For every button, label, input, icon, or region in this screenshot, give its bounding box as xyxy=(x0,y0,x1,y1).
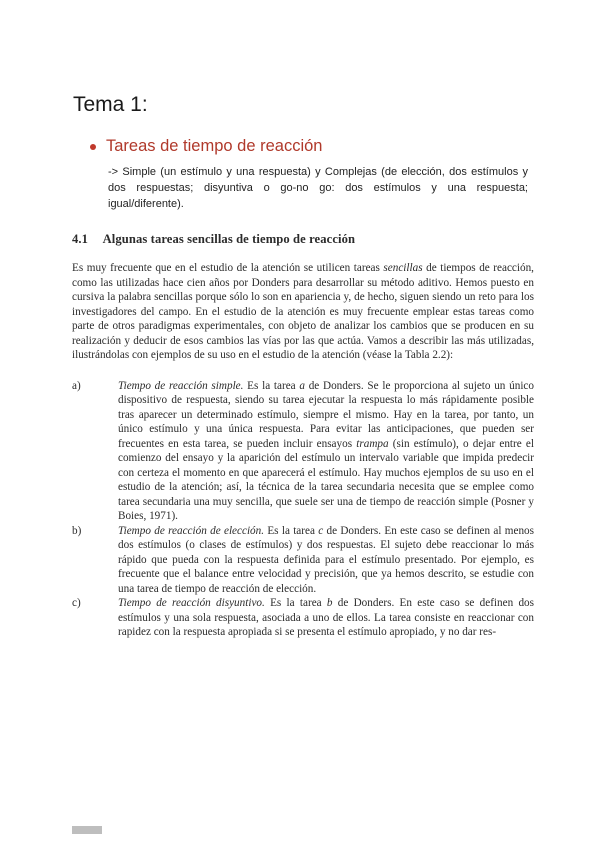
item-text: de Donders. Se le proporciona al sujeto un único dispositivo de respuesta, siendo su tarea ejecutar la respuesta lo más rápidamente posible tras aparecer un determinado estímulo, siempre el mismo. Hay en la tarea, por tanto, un único estímulo y una única respuesta. Para evitar las anticipaciones, que pueden ser frecuentes en esta tarea, se pueden incluir ensayos xyxy=(118,379,534,450)
list-item xyxy=(72,379,542,524)
section-heading xyxy=(72,232,542,247)
item-letter: c xyxy=(318,524,324,537)
item-text: de Donders. En este caso se definen al menos dos estímulos (o clases de estímulos) y dos respuestas. El sujeto debe reaccionar lo más rápido que pueda con la respuesta definida para el estímulo presentado. Por ejemplo, es frecuente que el balance entre velocidad y precisión, que ya hemos descrito, se estudie con una tarea de tiempo de reacción de elección. xyxy=(118,524,534,595)
item-body xyxy=(118,596,534,640)
item-emphasis: trampa xyxy=(356,437,389,450)
item-label: c) xyxy=(72,597,81,609)
item-body xyxy=(118,379,534,524)
scanned-book-page xyxy=(72,232,542,848)
list-item xyxy=(72,596,542,640)
item-text: Es la tarea xyxy=(264,597,327,609)
item-text: Es la tarea xyxy=(264,524,319,537)
item-term: Tiempo de reacción simple. xyxy=(118,379,244,392)
intro-paragraph xyxy=(72,261,534,363)
item-term: Tiempo de reacción de elección. xyxy=(118,524,265,537)
section-number: 4.1 xyxy=(72,232,89,246)
page-title: Tema 1: xyxy=(73,93,148,116)
task-list xyxy=(72,379,542,640)
item-text: de Donders. En este caso se definen dos estímulos y una sola respuesta, asociada a uno de ellos. La tarea consiste en reaccionar con rapidez con la respuesta apropiada si se presenta el estímulo apropiado, y no dar res- xyxy=(118,597,534,638)
item-body xyxy=(118,524,534,597)
item-text: (sin estímulo), o dejar entre el comienzo del ensayo y la aparición del estímulo un intervalo variable que impida predecir con certeza el momento en que aparecerá el estímulo. Hay muchos ejemplos de su uso en el estudio de la atención; así, la técnica de la tarea secundaria necesita que se emplee como tarea secundaria una muy sencilla, que suele ser una de tiempo de reacción simple (Posner y Boies, 1971). xyxy=(118,437,534,522)
list-item xyxy=(72,524,542,597)
item-term: Tiempo de reacción disyuntivo. xyxy=(118,597,265,609)
item-label: a) xyxy=(72,379,81,392)
scan-artifact xyxy=(72,826,102,834)
intro-part2: de tiempos de reacción, como las utilizadas hace cien años por Donders para desarrollar su método aditivo. Hemos puesto en cursiva la palabra sencillas porque sólo lo son en apariencia y, de hecho, siguen siendo un reto para los investigadores del campo. En el estudio de la atención es muy frecuente emplear estas tareas como parte de otros paradigmas experimentales, con objeto de analizar los cambios que se producen en su realización y deducir de esos cambios las vías por las que actúa. Vamos a describir las más utilizadas, ilustrándolas con ejemplos de su uso en el estudio de la atención (véase la Tabla 2.2): xyxy=(72,262,534,361)
item-label: b) xyxy=(72,524,82,537)
bullet-dot-icon xyxy=(90,144,96,150)
bullet-text: Tareas de tiempo de reacción xyxy=(106,137,323,155)
section-title: Algunas tareas sencillas de tiempo de reacción xyxy=(102,232,356,246)
intro-emphasis: sencillas xyxy=(383,262,423,274)
bullet-item xyxy=(90,137,322,156)
item-letter: b xyxy=(326,597,333,609)
note-text: -> Simple (un estímulo y una respuesta) y Complejas (de elección, dos estímulos y dos respuestas; disyuntiva o go-no go: dos estímulos y una respuesta; igual/diferente). xyxy=(108,166,528,210)
item-letter: a xyxy=(299,379,305,392)
intro-part1: Es muy frecuente que en el estudio de la atención se utilicen tareas xyxy=(72,262,384,274)
item-text: Es la tarea xyxy=(243,379,300,392)
